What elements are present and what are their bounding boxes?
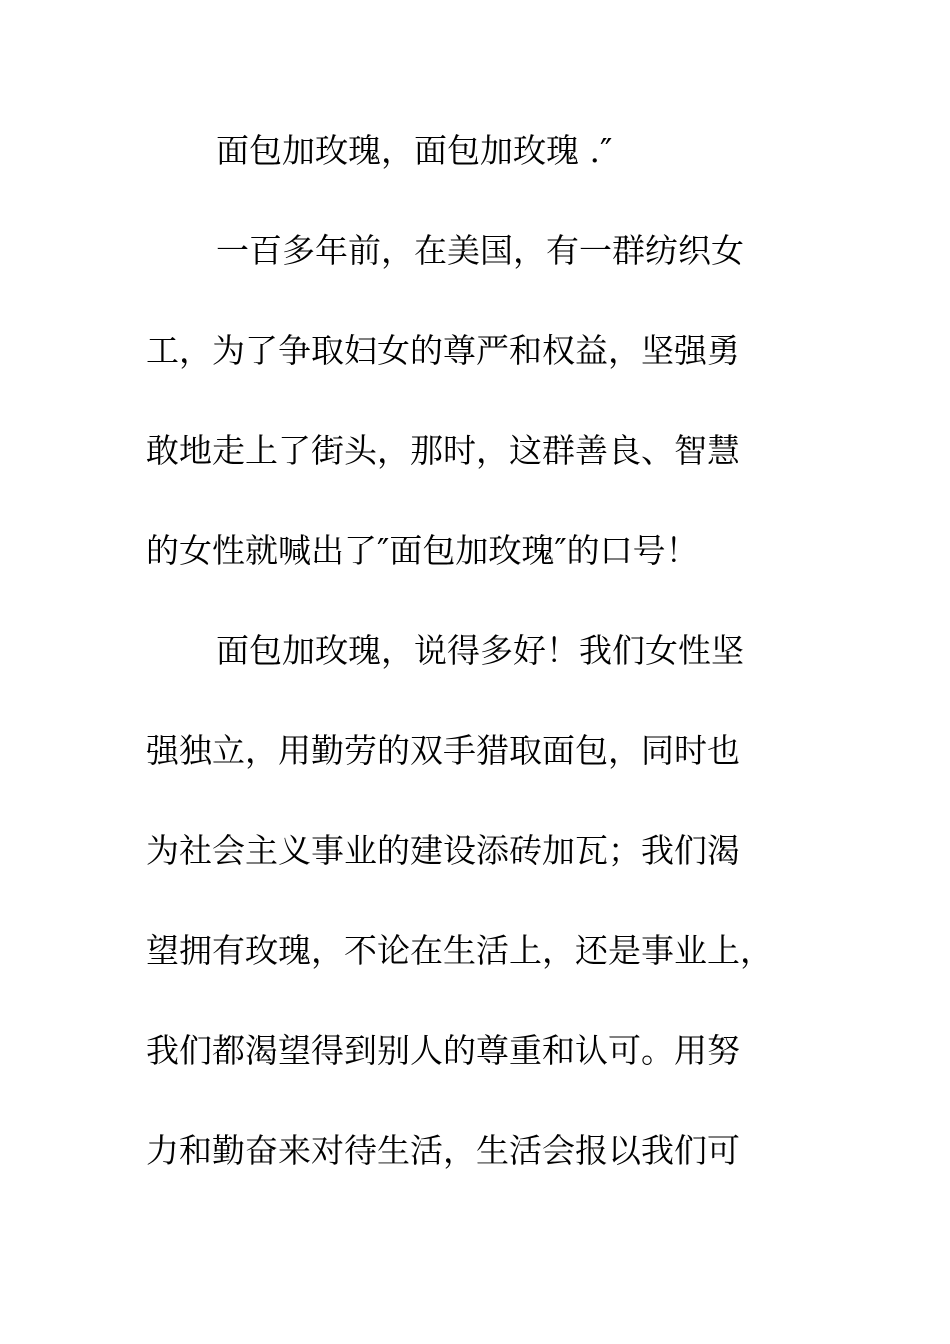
paragraph-line: 工，为了争取妇女的尊严和权益，坚强勇	[146, 331, 740, 370]
body-text	[146, 126, 826, 1226]
paragraph-line: 我们都渴望得到别人的尊重和认可。用努	[146, 1031, 740, 1070]
paragraph-line: 力和勤奋来对待生活，生活会报以我们可	[146, 1131, 740, 1170]
paragraph-line-quote-end: 面包加玫瑰，面包加玫瑰 .″	[216, 131, 613, 170]
paragraph-line: 敢地走上了街头，那时，这群善良、智慧	[146, 431, 740, 470]
paragraph-line-start: 一百多年前，在美国，有一群纺织女	[216, 231, 744, 270]
paragraph-line: 的女性就喊出了″面包加玫瑰″的口号！	[146, 531, 699, 570]
paragraph-line: 强独立，用勤劳的双手猎取面包，同时也	[146, 731, 740, 770]
paragraph-line: 为社会主义事业的建设添砖加瓦；我们渴	[146, 831, 740, 870]
paragraph-line: 望拥有玫瑰，不论在生活上，还是事业上，	[146, 931, 773, 970]
paragraph-line-start: 面包加玫瑰，说得多好！我们女性坚	[216, 631, 744, 670]
